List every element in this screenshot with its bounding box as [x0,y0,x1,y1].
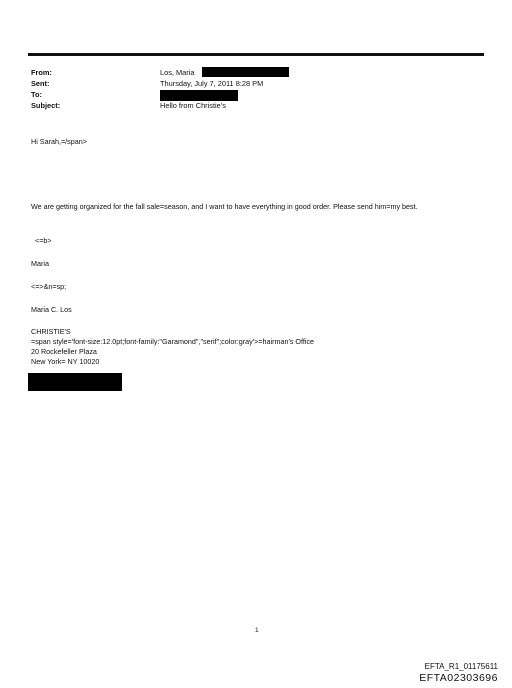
signature-address1: 20 Rockefeller Plaza [31,347,97,356]
redaction-signature [28,373,122,391]
signature-span-line: =span style='font-size:12.0pt;font-family:"Garamond","serif";color:gray'>=hairman's Office [31,337,315,346]
subject-label: Subject: [31,101,61,110]
signature-company: CHRISTIE'S [31,327,71,336]
message-paragraph: We are getting organized for the fall sale=season, and I want to have everything in good order. Please send him=my best. [31,202,418,211]
redaction-to [160,90,238,101]
page-number: 1 [255,627,259,634]
sent-value: Thursday, July 7, 2011 8:28 PM [160,79,264,88]
signature-address2: New York= NY 10020 [31,357,100,366]
header-divider [28,53,484,56]
from-label: From: [31,68,52,77]
sent-label: Sent: [31,79,50,88]
bates-stamp-large: EFTA02303696 [419,672,498,684]
to-label: To: [31,90,42,99]
tag-b: <=b> [35,236,52,245]
signoff-name: Maria [31,259,49,268]
signature-full-name: Maria C. Los [31,305,72,314]
redaction-from-email [202,67,289,77]
nbsp-artifact: <=>&n=sp; [31,282,67,291]
subject-value: Hello from Christie's [160,101,226,110]
greeting: Hi Sarah,=/span> [31,137,87,146]
bates-stamp-small: EFTA_R1_01175611 [424,662,498,671]
from-value: Los, Maria [160,68,195,77]
